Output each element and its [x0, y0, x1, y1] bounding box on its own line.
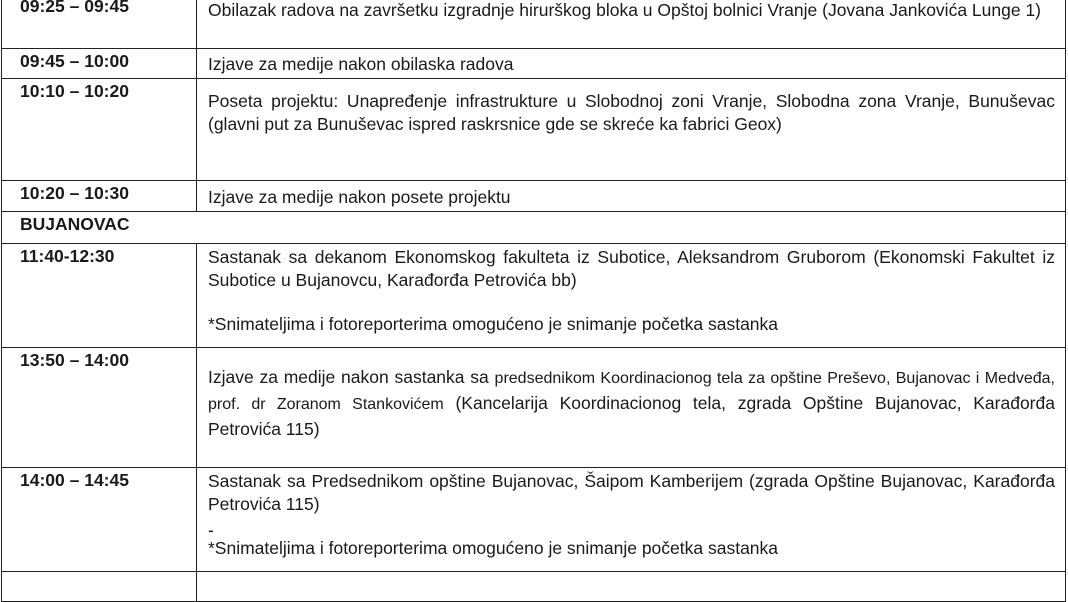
description-text: Sastanak sa Predsednikom opštine Bujanovac, Šaipom Kamberijem (zgrada Opštine Bujanovac, Karađorđa Petrovića 115)	[208, 471, 1055, 514]
table-row	[2, 79, 1066, 181]
description-text: Izjave za medije nakon obilaska radova	[208, 54, 514, 74]
time-cell: 11:40-12:30	[2, 244, 197, 348]
time-cell	[2, 572, 197, 602]
description-text: Obilazak radova na završetku izgradnje hirurškog bloka u Opštoj bolnici Vranje (Jovana Jankovića Lunge 1)	[208, 0, 1042, 20]
description-cell	[197, 49, 1066, 79]
description-cell	[197, 468, 1066, 572]
description-cell	[197, 348, 1066, 468]
section-heading: BUJANOVAC	[2, 212, 1066, 244]
time-cell: 13:50 – 14:00	[2, 348, 197, 468]
time-cell: 09:25 – 09:45	[2, 0, 197, 49]
section-row	[2, 212, 1066, 244]
description-cell	[197, 244, 1066, 348]
description-cell	[197, 0, 1066, 49]
table-row	[2, 0, 1066, 49]
description-text: (Kancelarija Koordinacionog tela, zgrada Opštine Bujanovac, Karađorđa Petrovića 115)	[208, 393, 1055, 439]
description-text: Izjave za medije nakon sastanka sa	[208, 367, 489, 387]
table-row	[2, 181, 1066, 212]
time-cell: 10:20 – 10:30	[2, 181, 197, 212]
time-cell: 14:00 – 14:45	[2, 468, 197, 572]
table-row	[2, 348, 1066, 468]
table-row	[2, 572, 1066, 602]
dash-mark: -	[208, 520, 214, 540]
description-cell	[197, 181, 1066, 212]
table-row	[2, 49, 1066, 79]
time-cell: 09:45 – 10:00	[2, 49, 197, 79]
description-text: Sastanak sa dekanom Ekonomskog fakulteta iz Subotice, Aleksandrom Gruborom (Ekonomski Fakultet iz Subotice u Bujanovcu, Karađorđa Petrovića bb)	[208, 247, 1055, 290]
table-row	[2, 468, 1066, 572]
note-text: *Snimateljima i fotoreporterima omogućeno je snimanje početka sastanka	[208, 538, 779, 558]
spacer	[208, 291, 1055, 313]
table-row	[2, 244, 1066, 348]
description-text: Izjave za medije nakon posete projektu	[208, 187, 511, 207]
description-text-small: predsednikom Koordinacionog tela za opštine Preševo, Bujanovac i Medveđa, prof. dr Zoranom Stankovićem	[208, 370, 1055, 413]
description-text: Poseta projektu: Unapređenje infrastrukture u Slobodnoj zoni Vranje, Slobodna zona Vranje, Bunuševac (glavni put za Bunuševac ispred raskrsnice gde se skreće ka fabrici Geox)	[208, 91, 1055, 134]
description-cell	[197, 572, 1066, 602]
description-cell	[197, 79, 1066, 181]
note-text: *Snimateljima i fotoreporterima omogućeno je snimanje početka sastanka	[208, 314, 779, 334]
time-cell: 10:10 – 10:20	[2, 79, 197, 181]
schedule-table	[1, 0, 1066, 602]
